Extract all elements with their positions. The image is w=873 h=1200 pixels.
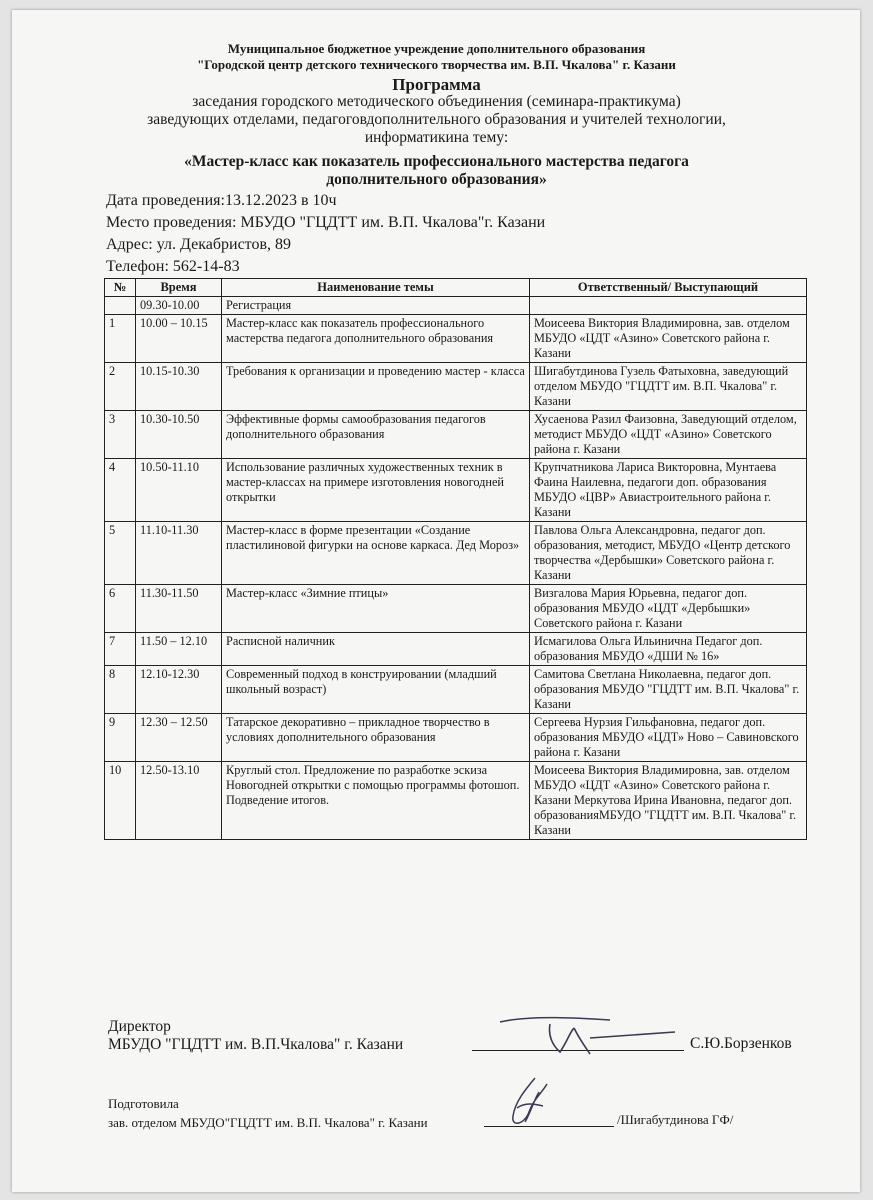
table-row: [105, 666, 807, 714]
theme-line-2: дополнительного образования»: [326, 171, 547, 188]
document-title: Программа: [392, 75, 481, 94]
cell-number: 9: [105, 714, 136, 762]
prepared-label: Подготовила: [108, 1096, 179, 1111]
prepared-org: зав. отделом МБУДО"ГЦДТТ им. В.П. Чкалова" г. Казани: [108, 1115, 428, 1130]
table-row: [105, 633, 807, 666]
cell-number: [105, 297, 136, 315]
prepared-signature: [495, 1072, 565, 1134]
prepared-by-block: [108, 1094, 428, 1132]
subtitle-line-2: заведующих отделами, педагоговдополнительного образования и учителей технологии,: [147, 111, 726, 128]
cell-time: 09.30-10.00: [136, 297, 222, 315]
prepared-name: /Шигабутдинова ГФ/: [617, 1112, 734, 1127]
cell-responsible: Моисеева Виктория Владимировна, зав. отделом МБУДО «ЦДТ «Азино» Советского района г. Казани Меркутова Ирина Ивановна, педагог доп. образованияМБУДО "ГЦДТТ им. В.П. Чкалова" г. Казани: [530, 762, 807, 840]
column-header-number: №: [105, 279, 136, 297]
cell-topic: Мастер-класс в форме презентации «Создание пластилиновой фигурки на основе каркаса. Дед Мороз»: [222, 522, 530, 585]
cell-time: 12.50-13.10: [136, 762, 222, 840]
event-phone: Телефон: 562-14-83: [106, 258, 240, 275]
cell-number: 8: [105, 666, 136, 714]
cell-responsible: Моисеева Виктория Владимировна, зав. отделом МБУДО «ЦДТ «Азино» Советского района г. Казани: [530, 315, 807, 363]
column-header-responsible: Ответственный/ Выступающий: [530, 279, 807, 297]
cell-topic: Регистрация: [222, 297, 530, 315]
seminar-theme: [0, 153, 873, 189]
cell-time: 11.50 – 12.10: [136, 633, 222, 666]
cell-number: 5: [105, 522, 136, 585]
cell-responsible: Исмагилова Ольга Ильинична Педагог доп. образования МБУДО «ДШИ № 16»: [530, 633, 807, 666]
event-address: Адрес: ул. Декабристов, 89: [106, 236, 292, 253]
cell-topic: Современный подход в конструировании (младший школьный возраст): [222, 666, 530, 714]
cell-responsible: Сергеева Нурзия Гильфановна, педагог доп. образования МБУДО «ЦДТ» Ново – Савиновского района г. Казани: [530, 714, 807, 762]
cell-responsible: Самитова Светлана Николаевна, педагог доп. образования МБУДО "ГЦДТТ им. В.П. Чкалова" г. Казани: [530, 666, 807, 714]
table-row: [105, 585, 807, 633]
table-row: [105, 411, 807, 459]
cell-time: 10.00 – 10.15: [136, 315, 222, 363]
table-row: [105, 459, 807, 522]
event-date: Дата проведения:13.12.2023 в 10ч: [106, 192, 337, 209]
table-row: [105, 522, 807, 585]
cell-time: 10.15-10.30: [136, 363, 222, 411]
org-header: [0, 41, 873, 73]
cell-time: 11.10-11.30: [136, 522, 222, 585]
cell-topic: Эффективные формы самообразования педагогов дополнительного образования: [222, 411, 530, 459]
document-subtitle: [0, 93, 873, 147]
org-line-2: "Городской центр детского технического творчества им. В.П. Чкалова" г. Казани: [197, 57, 676, 72]
table-row: [105, 762, 807, 840]
director-name: С.Ю.Борзенков: [690, 1035, 792, 1052]
cell-topic: Круглый стол. Предложение по разработке эскиза Новогодней открытки с помощью программы фотошоп. Подведение итогов.: [222, 762, 530, 840]
director-block: [108, 1018, 403, 1054]
cell-number: 6: [105, 585, 136, 633]
subtitle-line-1: заседания городского методического объединения (семинара-практикума): [192, 93, 681, 110]
subtitle-line-3: информатикина тему:: [364, 129, 509, 146]
table-row: [105, 315, 807, 363]
cell-time: 12.30 – 12.50: [136, 714, 222, 762]
event-place: Место проведения: МБУДО "ГЦДТТ им. В.П. Чкалова"г. Казани: [106, 214, 546, 231]
theme-line-1: «Мастер-класс как показатель профессионального мастерства педагога: [184, 153, 689, 170]
cell-topic: Расписной наличник: [222, 633, 530, 666]
cell-number: 7: [105, 633, 136, 666]
director-title: Директор: [108, 1018, 171, 1035]
cell-number: 4: [105, 459, 136, 522]
cell-responsible: Крупчатникова Лариса Викторовна, Мунтаева Фаина Наилевна, педагоги доп. образования МБУДО «ЦВР» Авиастроительного района г. Казани: [530, 459, 807, 522]
cell-topic: Мастер-класс как показатель профессионального мастерства педагога дополнительного образования: [222, 315, 530, 363]
table-row: [105, 297, 807, 315]
cell-topic: Использование различных художественных техник в мастер-классах на примере изготовления новогодней открытки: [222, 459, 530, 522]
cell-number: 10: [105, 762, 136, 840]
schedule-body: [105, 297, 807, 840]
cell-responsible: Хусаенова Разил Фаизовна, Заведующий отделом, методист МБУДО «ЦДТ «Азино» Советского района г. Казани: [530, 411, 807, 459]
cell-responsible: Визгалова Мария Юрьевна, педагог доп. образования МБУДО «ЦДТ «Дербышки» Советского района г. Казани: [530, 585, 807, 633]
table-row: [105, 714, 807, 762]
cell-topic: Татарское декоративно – прикладное творчество в условиях дополнительного образования: [222, 714, 530, 762]
column-header-topic: Наименование темы: [222, 279, 530, 297]
cell-responsible: Павлова Ольга Александровна, педагог доп. образования, методист, МБУДО «Центр детского творчества «Дербышки» Советского района г. Казани: [530, 522, 807, 585]
cell-topic: Мастер-класс «Зимние птицы»: [222, 585, 530, 633]
cell-number: 3: [105, 411, 136, 459]
table-row: [105, 363, 807, 411]
schedule-table: [104, 278, 807, 840]
director-org: МБУДО "ГЦДТТ им. В.П.Чкалова" г. Казани: [108, 1036, 404, 1053]
column-header-time: Время: [136, 279, 222, 297]
director-signature: [490, 1010, 680, 1065]
cell-time: 11.30-11.50: [136, 585, 222, 633]
table-header-row: [105, 279, 807, 297]
cell-responsible: [530, 297, 807, 315]
cell-number: 1: [105, 315, 136, 363]
org-line-1: Муниципальное бюджетное учреждение дополнительного образования: [227, 41, 646, 56]
cell-topic: Требования к организации и проведению мастер - класса: [222, 363, 530, 411]
cell-time: 12.10-12.30: [136, 666, 222, 714]
cell-responsible: Шигабутдинова Гузель Фатыховна, заведующий отделом МБУДО "ГЦДТТ им. В.П. Чкалова" г. Казани: [530, 363, 807, 411]
cell-time: 10.30-10.50: [136, 411, 222, 459]
cell-number: 2: [105, 363, 136, 411]
event-info: [106, 190, 545, 278]
cell-time: 10.50-11.10: [136, 459, 222, 522]
